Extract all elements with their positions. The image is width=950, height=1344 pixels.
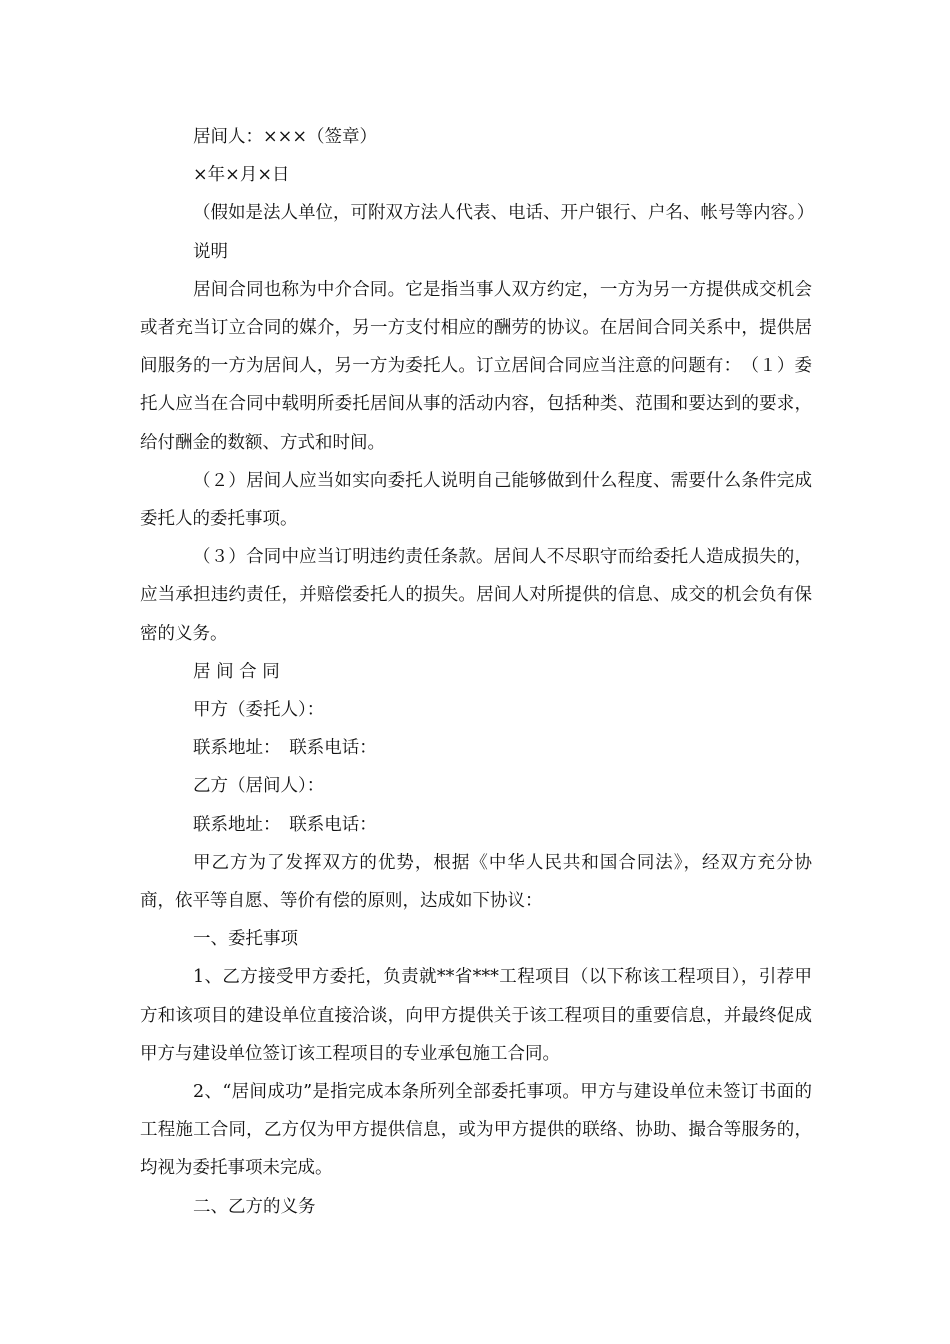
explanation-paragraph: 居间合同也称为中介合同。它是指当事人双方约定，一方为另一方提供成交机会或者充当订立合同的媒介，另一方支付相应的酬劳的协议。在居间合同关系中，提供居间服务的一方为居间人，另一方为委托人。订立居间合同应当注意的问题有： （１）委托人应当在合同中载明所委托居间从事的活动内容，包括种类、范围和要达到的要求，给付酬金的数额、方式和时间。 bbox=[140, 279, 812, 453]
clause-1-1: 1、乙方接受甲方委托，负责就**省***工程项目（以下称该工程项目），引荐甲方和该项目的建设单位直接洽谈，向甲方提供关于该工程项目的重要信息，并最终促成甲方与建设单位签订该工程项目的专业承包施工合同。 bbox=[140, 967, 812, 1064]
section-heading-2: 二、乙方的义务 bbox=[193, 1196, 316, 1217]
section-heading-1: 一、委托事项 bbox=[193, 929, 298, 950]
preamble-paragraph: 甲乙方为了发挥双方的优势，根据《中华人民共和国合同法》，经双方充分协商，依平等自愿、等价有偿的原则，达成如下协议： bbox=[140, 852, 812, 912]
explanation-point-3: （３）合同中应当订明违约责任条款。居间人不尽职守而给委托人造成损失的，应当承担违约责任，并赔偿委托人的损失。居间人对所提供的信息、成交的机会负有保密的义务。 bbox=[140, 547, 812, 644]
contract-title: 居 间 合 同 bbox=[193, 661, 280, 682]
party-b-label: 乙方（居间人）： bbox=[193, 776, 325, 797]
explanation-point-2: （２）居间人应当如实向委托人说明自己能够做到什么程度、需要什么条件完成委托人的委托事项。 bbox=[140, 470, 812, 530]
party-a-contact: 联系地址： 联系电话： bbox=[193, 738, 377, 759]
explanation-heading: 说明 bbox=[193, 241, 228, 262]
party-a-label: 甲方（委托人）： bbox=[193, 700, 325, 721]
clause-1-2: 2、“居间成功”是指完成本条所列全部委托事项。甲方与建设单位未签订书面的工程施工合同，乙方仅为甲方提供信息，或为甲方提供的联络、协助、撮合等服务的，均视为委托事项未完成。 bbox=[140, 1082, 812, 1179]
party-b-contact: 联系地址： 联系电话： bbox=[193, 814, 377, 835]
document-body bbox=[140, 118, 815, 1226]
date-line: ×年×月×日 bbox=[193, 165, 290, 186]
legal-entity-note: （假如是法人单位，可附双方法人代表、电话、开户银行、户名、帐号等内容。） bbox=[193, 203, 815, 224]
signature-line: 居间人：×××（签章） bbox=[193, 127, 377, 147]
